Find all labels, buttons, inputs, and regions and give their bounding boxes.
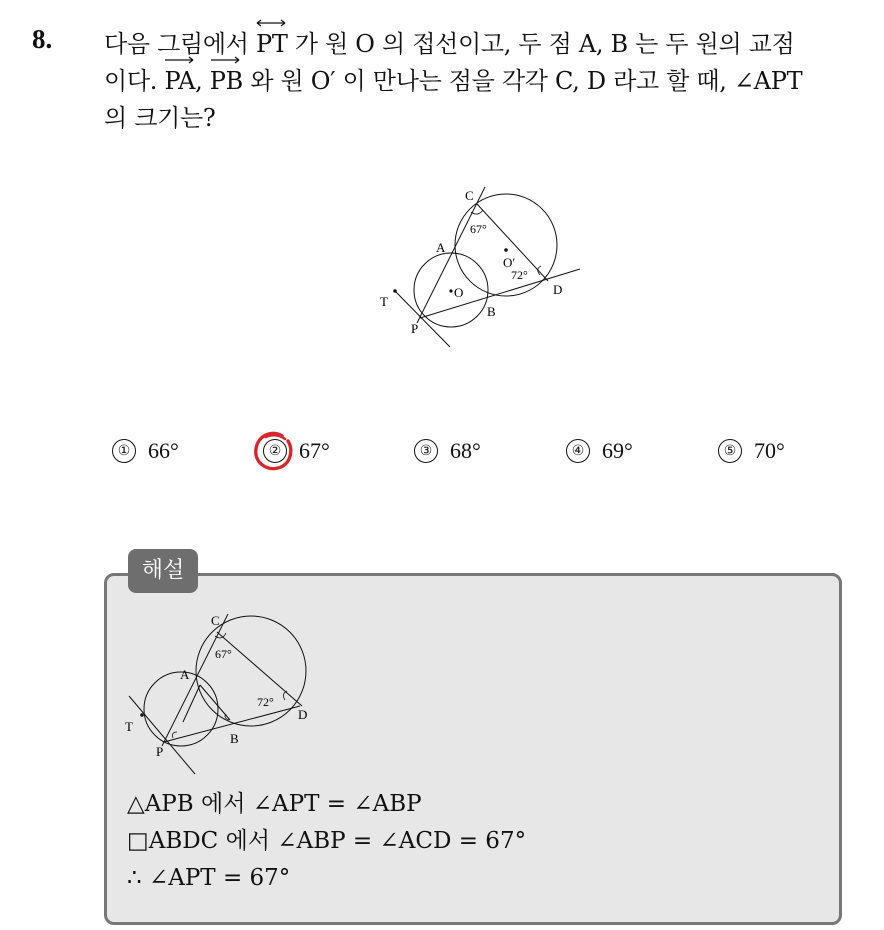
sol-label-t: T	[125, 719, 133, 734]
question-line-1: 다음 그림에서 PT 가 원 O 의 접선이고, 두 점 A, B 는 두 원의 교점	[104, 26, 874, 63]
right-arrow-icon	[210, 55, 240, 65]
solution-figure	[125, 608, 325, 778]
solution-line-2: □ABDC 에서 ∠ABP = ∠ACD = 67°	[127, 828, 527, 854]
question-line-2: 이다. PA, PB 와 원 O′ 이 만나는 점을 각각 C, D 라고 할 때, ∠APT	[104, 63, 874, 100]
vector-pb: PB	[210, 63, 243, 100]
solution-line-3: ∴ ∠APT = 67°	[127, 865, 291, 891]
double-arrow-icon	[256, 18, 286, 28]
label-a: A	[436, 240, 446, 255]
sol-label-angle-72: 72°	[257, 695, 274, 709]
question-text	[104, 26, 874, 138]
right-arrow-icon	[164, 55, 194, 65]
question-figure	[375, 183, 590, 353]
label-b: B	[487, 304, 496, 319]
solution-text	[127, 786, 526, 897]
vector-pt: PT	[256, 26, 288, 63]
choice-5[interactable]: ⑤ 70°	[718, 438, 785, 464]
choice-1[interactable]: ① 66°	[112, 438, 179, 464]
label-o-prime: O′	[503, 255, 516, 270]
label-angle-67: 67°	[470, 222, 487, 236]
label-o: O	[454, 285, 464, 300]
sol-label-b: B	[230, 731, 239, 746]
question-line-3: 의 크기는?	[104, 104, 216, 133]
answer-choices	[0, 432, 884, 476]
sol-label-angle-67: 67°	[215, 647, 232, 661]
choice-4[interactable]: ④ 69°	[566, 438, 633, 464]
choice-2[interactable]: ② 67°	[263, 438, 330, 464]
solution-tag: 해설	[128, 549, 198, 593]
label-p: P	[411, 321, 419, 336]
sol-label-d: D	[298, 707, 308, 722]
label-angle-72: 72°	[511, 268, 528, 282]
solution-line-1: △APB 에서 ∠APT = ∠ABP	[127, 791, 422, 817]
answer-mark-icon	[252, 429, 296, 473]
sol-label-a: A	[180, 667, 190, 682]
label-t: T	[380, 294, 388, 309]
question-number: 8.	[32, 24, 53, 54]
vector-pa: PA	[164, 63, 195, 100]
choice-3[interactable]: ③ 68°	[414, 438, 481, 464]
sol-label-p: P	[156, 744, 164, 759]
sol-label-c: C	[211, 613, 220, 628]
label-c: C	[465, 188, 474, 203]
label-d: D	[553, 282, 563, 297]
